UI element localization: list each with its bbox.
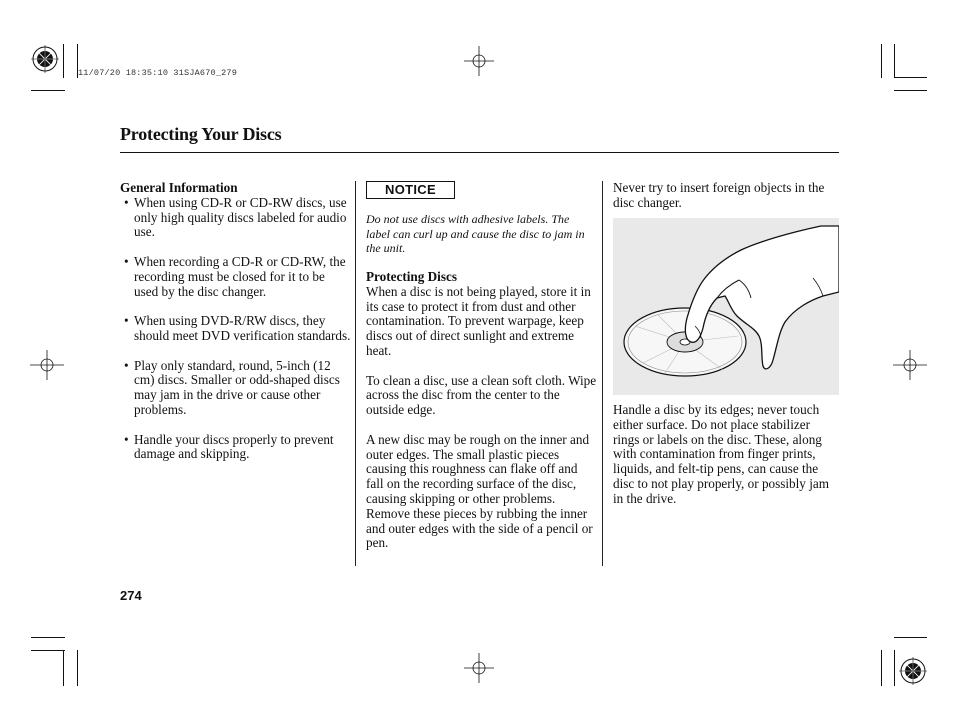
title-divider bbox=[120, 152, 839, 153]
crosshair-icon bbox=[464, 46, 494, 76]
disc-illustration bbox=[613, 218, 839, 395]
list-item: • Play only standard, round, 5-inch (12 cm) discs. Smaller or odd-shaped discs may jam in the drive or cause other problems. bbox=[120, 359, 352, 418]
list-item: • When using DVD-R/RW discs, they should meet DVD verification standards. bbox=[120, 314, 352, 344]
hand-holding-disc-illustration-icon bbox=[613, 218, 839, 395]
registration-target-icon bbox=[899, 657, 927, 685]
list-item: • When recording a CD-R or CD-RW, the recording must be closed for it to be used by the disc changer. bbox=[120, 255, 352, 299]
registration-target-icon bbox=[31, 45, 59, 73]
crosshair-icon bbox=[893, 350, 927, 380]
page-title: Protecting Your Discs bbox=[120, 124, 282, 144]
print-stamp: 11/07/20 18:35:10 31SJA670_279 bbox=[78, 68, 238, 78]
general-information-heading: General Information bbox=[120, 180, 238, 195]
general-information-list bbox=[120, 196, 352, 462]
handling-caption: Handle a disc by its edges; never touch either surface. Do not place stabilizer rings or labels on the disc. These, along with contamination from finger prints, liquids, and felt-tip pens, can cause the disc to not play properly, or possibly jam in the drive. bbox=[613, 402, 829, 506]
list-item: • When using CD-R or CD-RW discs, use only high quality discs labeled for audio use. bbox=[120, 196, 352, 240]
notice-label: NOTICE bbox=[366, 181, 455, 199]
crosshair-icon bbox=[30, 350, 64, 380]
paragraph: A new disc may be rough on the inner and outer edges. The small plastic pieces causing this roughness can flake off and fall on the recording surface of the disc, causing skipping or other problems. Remove these pieces by rubbing the inner and outer edges with the side of a pencil or pen. bbox=[366, 431, 593, 551]
page-number: 274 bbox=[120, 588, 142, 603]
paragraph: When a disc is not being played, store it in its case to protect it from dust and other contamination. To prevent warpage, keep discs out of direct sunlight and extreme heat. bbox=[366, 283, 591, 358]
left-column bbox=[120, 181, 352, 477]
paragraph: To clean a disc, use a clean soft cloth. Wipe across the disc from the center to the outside edge. bbox=[366, 372, 597, 418]
protecting-discs-heading: Protecting Discs bbox=[366, 269, 457, 284]
notice-text: Do not use discs with adhesive labels. The label can curl up and cause the disc to jam in the unit. bbox=[366, 212, 585, 256]
column-divider bbox=[602, 181, 603, 566]
right-column-intro: Never try to insert foreign objects in the disc changer. bbox=[613, 180, 825, 210]
column-divider bbox=[355, 181, 356, 566]
middle-column bbox=[366, 270, 598, 566]
list-item: • Handle your discs properly to prevent damage and skipping. bbox=[120, 433, 352, 463]
crosshair-icon bbox=[464, 653, 494, 683]
